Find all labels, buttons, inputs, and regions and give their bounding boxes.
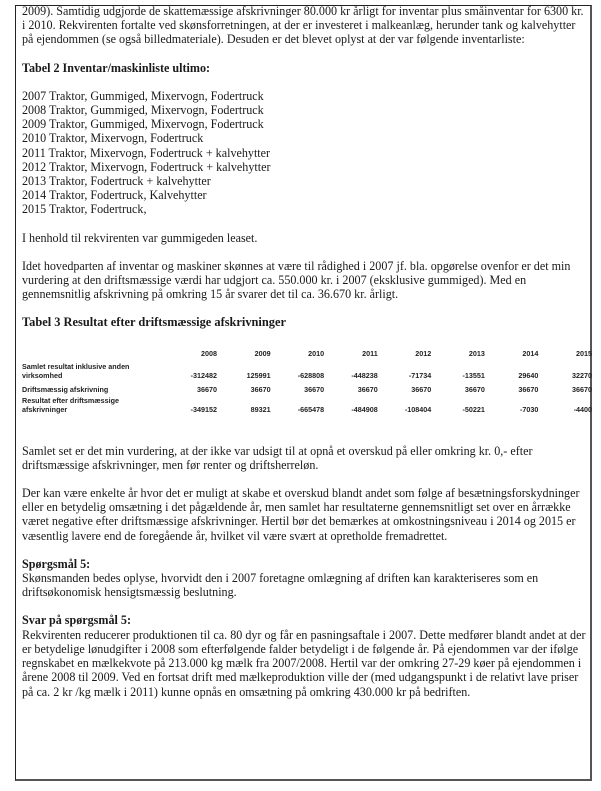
table-row <box>22 380 592 394</box>
table-row <box>22 394 592 414</box>
inventory-item: 2010 Traktor, Mixervogn, Fodertruck <box>22 131 204 146</box>
value-cell: -349152 <box>190 404 218 414</box>
value-cell: -71734 <box>408 370 432 380</box>
table-header-row <box>22 344 592 358</box>
value-cell: 36670 <box>250 384 271 394</box>
inventory-item: 2011 Traktor, Mixervogn, Fodertruck + kalvehytter <box>22 145 271 160</box>
table3-title: Tabel 3 Resultat efter driftsmæssige afskrivninger <box>22 315 286 330</box>
value-cell: 36670 <box>464 384 485 394</box>
year-header: 2008 <box>201 348 218 358</box>
value-cell: 36670 <box>411 384 432 394</box>
variance-paragraph: Der kan være enkelte år hvor det er muligt at skabe et overskud blandt andet som følge af besætningsforskydninger eller en betydelig omsætning i det pågældende år, men samlet har resultaterne gennemsnitligt set over en årrække været negative efter driftsmæssige afskrivninger. Hertil bør det bemærkes at omkostningsniveau i 2014 og 2015 er væsentlig lavere end de foregående år, hvilket vil være svært at opretholde fremadrettet. <box>22 486 580 543</box>
valuation-paragraph: Idet hovedparten af inventar og maskiner skønnes at være til rådighed i 2007 jf. bla. opgørelse ovenfor er det min vurdering at den driftsmæssige værdi har udgjort ca. 550.000 kr. i 2007 (eksklusive gummiged). Med en gennemsnitlig afskrivning på omkring 15 år svarer det til ca. 36.670 kr. årligt. <box>22 258 571 302</box>
year-header: 2012 <box>415 348 432 358</box>
year-header: 2015 <box>576 348 592 358</box>
value-cell: -665478 <box>297 404 325 414</box>
value-cell: -108404 <box>404 404 432 414</box>
question-5-text: Skønsmanden bedes oplyse, hvorvidt den i 2007 foretagne omlægning af driften kan karakteriseres som en driftsøkonomisk hensigtsmæssig beslutning. <box>22 571 539 600</box>
value-cell: -628808 <box>297 370 325 380</box>
year-header: 2009 <box>254 348 271 358</box>
intro-paragraph: 2009). Samtidig udgjorde de skattemæssige afskrivninger 80.000 kr årligt for inventar plus småinventar for 6300 kr. i 2010. Rekvirenten fortalte ved skønsforretningen, at der er investeret i malkeanlæg, herunder tank og kalvehytter på ejendommen (se også billedmateriale). Desuden er det blevet oplyst at der var følgende inventarliste: <box>22 4 584 47</box>
results-table <box>22 344 592 414</box>
value-cell: 29640 <box>518 370 539 380</box>
value-cell: 36670 <box>518 384 539 394</box>
lease-paragraph: I henhold til rekvirenten var gummigeden leaset. <box>22 230 258 245</box>
inventory-item: 2009 Traktor, Gummiged, Mixervogn, Fodertruck <box>22 117 264 132</box>
table2-title: Tabel 2 Inventar/maskinliste ultimo: <box>22 60 211 75</box>
year-header: 2010 <box>308 348 325 358</box>
value-cell: -7030 <box>520 404 539 414</box>
inventory-item: 2007 Traktor, Gummiged, Mixervogn, Fodertruck <box>22 88 264 103</box>
value-cell: -312482 <box>190 370 218 380</box>
value-cell: 125991 <box>246 370 271 380</box>
inventory-item: 2012 Traktor, Mixervogn, Fodertruck + kalvehytter <box>22 159 271 174</box>
value-cell: -50221 <box>462 404 485 414</box>
value-cell: 89321 <box>250 404 271 414</box>
conclusion-paragraph: Samlet set er det min vurdering, at der ikke var udsigt til at opnå et overskud på eller omkring kr. 0,- efter driftsmæssige afskrivninger, men før renter og driftsherreløn. <box>22 443 533 472</box>
value-cell: -4400 <box>573 404 592 414</box>
answer-5-heading: Svar på spørgsmål 5: <box>22 613 131 628</box>
header-label-cell <box>22 344 163 358</box>
question-5-section <box>22 557 588 600</box>
row-label <box>22 380 163 394</box>
row-label-line2: afskrivninger <box>22 404 68 414</box>
question-5-heading: Spørgsmål 5: <box>22 556 91 571</box>
inventory-list <box>22 89 588 217</box>
value-cell: -13551 <box>462 370 485 380</box>
value-cell: 36670 <box>197 384 218 394</box>
year-header: 2013 <box>468 348 485 358</box>
value-cell: 32270 <box>572 370 592 380</box>
year-header: 2014 <box>522 348 539 358</box>
answer-5-section <box>22 613 588 698</box>
value-cell: 36670 <box>304 384 325 394</box>
value-cell: -448238 <box>351 370 378 380</box>
document-body <box>22 4 592 713</box>
inventory-item: 2013 Traktor, Fodertruck + kalvehytter <box>22 174 211 189</box>
row-label-line1: Resultat efter driftsmæssige <box>22 395 120 405</box>
row-label-line1: Samlet resultat inklusive anden <box>22 361 130 371</box>
value-cell: 36670 <box>357 384 378 394</box>
inventory-item: 2015 Traktor, Fodertruck, <box>22 202 147 217</box>
value-cell: 36670 <box>572 384 592 394</box>
inventory-item: 2014 Traktor, Fodertruck, Kalvehytter <box>22 188 207 203</box>
value-cell: -484908 <box>351 404 378 414</box>
year-header: 2011 <box>362 348 378 358</box>
row-label <box>22 394 163 414</box>
row-label-line2: Driftsmæssig afskrivning <box>22 384 109 394</box>
answer-5-text: Rekvirenten reducerer produktionen til ca. 80 dyr og får en pasningsaftale i 2007. Dette medfører blandt andet at der er betydelige lønudgifter i 2008 som efterfølgende falder betydeligt i de følgende år. På ejendommen var der ifølge regnskabet en mælkekvote på 213.000 kg mælk fra 2007/2008. Hertil var der omkring 27-29 køer på ejendommen i årene 2008 til 2009. Ved en fortsat drift med mælkeproduktion ville der (med udgangspunkt i de relativt lave priser på ca. 2 kr /kg mælk i 2011) kunne opnås en omsætning på omkring 430.000 kr på bedriften. <box>22 627 586 699</box>
table-row <box>22 358 592 380</box>
row-label <box>22 358 163 380</box>
inventory-item: 2008 Traktor, Gummiged, Mixervogn, Fodertruck <box>22 103 264 118</box>
row-label-line2: virksomhed <box>22 370 63 380</box>
